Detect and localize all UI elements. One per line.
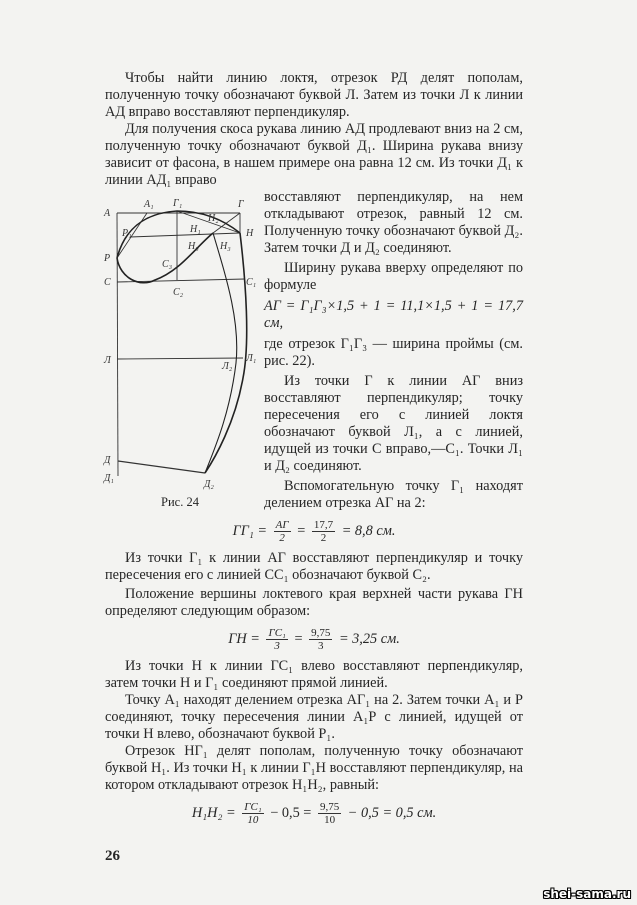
- formula-operator: − 0,5 =: [270, 804, 312, 821]
- paragraph: Ширину рукава вверху определяют по формуле: [264, 260, 523, 293]
- paragraph: Точку А₁ находят делением отрезка АГ₁ на 2. Затем точки А₁ и Р соединяют, точку пересечения линии А₁Р с линией, идущей от точки Н влево, обозначают буквой Р₁.: [105, 692, 523, 742]
- bottom-text: [105, 584, 523, 865]
- paragraph: Положение вершины локтевого края верхней части рукава ГН определяют следующим образом:: [105, 586, 523, 619]
- formula-lhs: Н₁Н₂ =: [191, 804, 236, 821]
- label-l1: Л₁: [246, 353, 257, 364]
- formula-ag: АГ = Г₁Г₃×1,5 + 1 = 11,1×1,5 + 1 = 17,7 см,: [264, 298, 523, 331]
- formula-result: − 0,5 = 0,5 см.: [347, 804, 437, 821]
- label-l: Л: [104, 355, 111, 366]
- fraction-numerator: ГС₁: [268, 627, 286, 639]
- label-c3: С₃: [162, 259, 173, 270]
- label-h3: Н₃: [220, 241, 231, 252]
- fraction-numerator: 9,75: [319, 801, 340, 813]
- fraction-numerator: 9,75: [311, 627, 331, 639]
- fraction-denominator: 3: [317, 640, 324, 652]
- label-h0: Н₀: [188, 241, 199, 252]
- line-d-d2: [118, 461, 205, 473]
- fraction-numerator: 17,7: [313, 519, 334, 531]
- formula-lhs: ГГ₁ =: [232, 522, 268, 539]
- fraction-denominator: 2: [320, 532, 327, 544]
- label-d2: Д₂: [204, 479, 214, 490]
- fraction-numerator: ГС₁: [244, 801, 262, 813]
- fraction-denominator: 10: [247, 814, 259, 826]
- label-h1: Н₁: [190, 224, 201, 235]
- paragraph: восставляют перпендикуляр, на нем откладывают отрезок, равный 12 см. Полученную точку обозначают буквой Д₂. Затем точки Д и Д₂ соединяют.: [264, 189, 523, 256]
- formula-result: = 3,25 см.: [338, 630, 400, 647]
- formula-lhs: ГН =: [228, 630, 260, 647]
- formula-result: = 8,8 см.: [341, 522, 396, 539]
- page-number: 26: [105, 848, 120, 864]
- paragraph: где отрезок Г₁Г₃ — ширина проймы (см. рис. 22).: [264, 336, 523, 369]
- elbow-inner-curve: [205, 233, 237, 473]
- label-a1: А₁: [144, 199, 154, 210]
- label-d: Д: [104, 455, 111, 466]
- paragraph: Вспомогательную точку Г₁ находят делением отрезка АГ на 2:: [264, 478, 523, 511]
- label-a: А: [104, 208, 111, 219]
- line-p1-h: [130, 233, 240, 237]
- fraction-denominator: 3: [274, 640, 280, 652]
- label-l2: Л₂: [222, 361, 233, 372]
- paragraph: Из точки Г₁ к линии АГ восставляют перпендикуляр и точку пересечения его с линией СС₁ обозначают буквой С₂.: [105, 550, 523, 583]
- paragraph: Отрезок НГ₁ делят пополам, полученную точку обозначают буквой Н₁. Из точки Н₁ к линии Г₁Н восставляют перпендикуляр, на котором откладывают отрезок Н₁Н₂, равный:: [105, 743, 523, 793]
- label-c1: С₁: [246, 277, 257, 288]
- fraction-denominator: 10: [324, 814, 336, 826]
- label-h: Н: [246, 228, 254, 239]
- fraction-denominator: 2: [279, 532, 285, 544]
- sleeve-pattern-figure: [100, 193, 260, 493]
- line-l-l1: [117, 358, 243, 359]
- paragraph: Чтобы найти линию локтя, отрезок РД делят пополам, полученную точку обозначают буквой Л. Затем из точки Л к линии АД вправо восставляют перпендикуляр.: [105, 70, 523, 120]
- label-c2: С₂: [173, 287, 184, 298]
- fraction-numerator: АГ: [275, 519, 289, 531]
- figure-caption: Рис. 24: [161, 495, 199, 509]
- label-g1: Г₁: [173, 198, 183, 209]
- label-g: Г: [238, 199, 244, 210]
- figure: [100, 193, 260, 510]
- label-c: С: [104, 277, 111, 288]
- watermark: shei-sama.ru: [543, 887, 631, 901]
- label-p: Р: [104, 253, 111, 264]
- formula-gn: [105, 627, 523, 652]
- paragraph: Из точки Н к линии ГС₁ влево восставляют перпендикуляр, затем точки Н и Г₁ соединяют прямой линией.: [105, 658, 523, 691]
- formula-gg1: [105, 519, 523, 544]
- paragraph: Из точки Г к линии АГ вниз восставляют перпендикуляр; точку пересечения его с линией локтя обозначают буквой Л₁, а с линией, идущей из точки С вправо,—С₁. Точки Л₁ и Д₂ соединяют.: [264, 373, 523, 474]
- elbow-outer-curve: [205, 233, 247, 473]
- label-p1: Р₁: [122, 228, 132, 239]
- formula-operator: =: [294, 630, 303, 647]
- paragraph: Для получения скоса рукава линию АД продлевают вниз на 2 см, полученную точку обозначают буквой Д₁. Ширина рукава внизу зависит от фасона, в нашем примере она равна 12 см. Из точки Д₁ к линии АД₁ вправо: [105, 121, 523, 188]
- formula-h1h2: [105, 801, 523, 826]
- label-h2: Н₂: [208, 213, 219, 224]
- formula-operator: =: [297, 522, 306, 539]
- label-d1: Д₁: [104, 473, 114, 484]
